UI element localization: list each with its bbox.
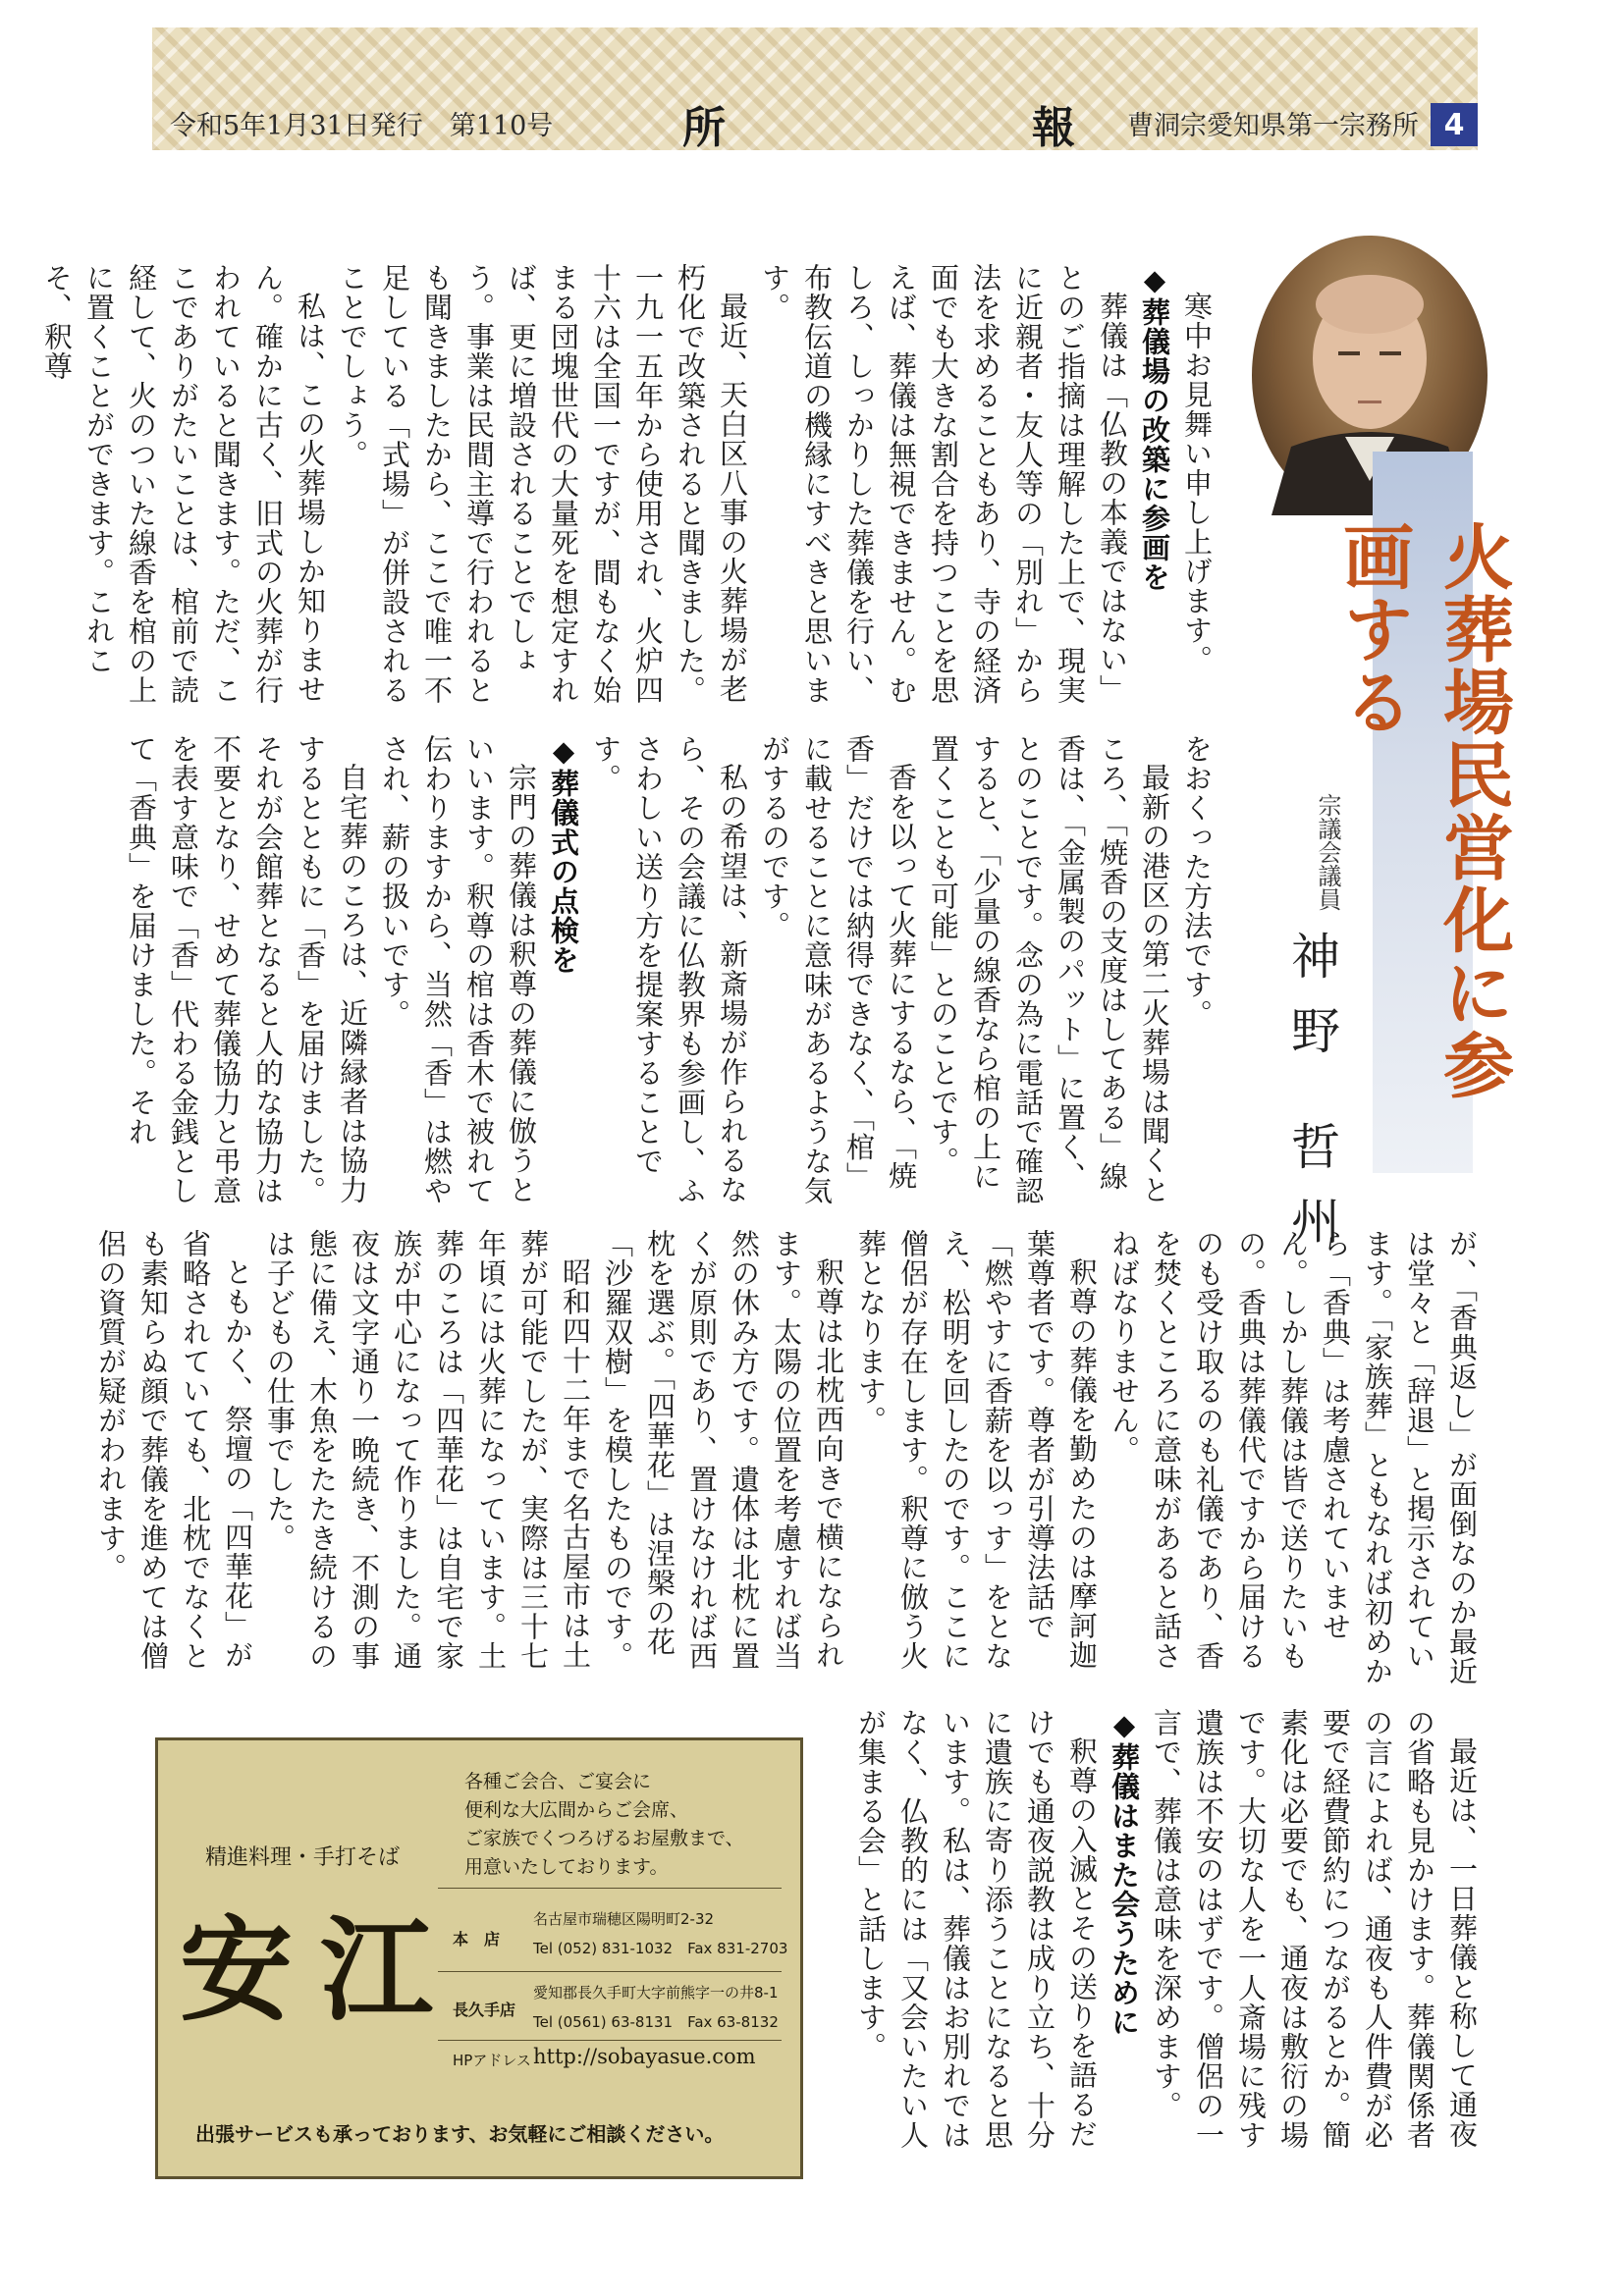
branch-address: 愛知郡長久手町大字前熊字一の井8-1 — [533, 1984, 779, 2002]
article-title: 火葬場民営化に参画する — [1331, 520, 1515, 1101]
ad-divider — [438, 2040, 782, 2041]
restaurant-logo: 安江 — [180, 1904, 461, 2037]
branch-label: 長久手店 — [453, 2001, 516, 2019]
article-paragraph: 宗門の葬儀は釈尊の葬儀に倣うといいます。釈尊の棺は香木で被れて伝わりますから、当然「香」は燃やされ、薪の扱いです。 — [378, 734, 538, 1205]
homepage-link[interactable]: http://sobayasue.com — [533, 2045, 756, 2068]
main-store-label: 本 店 — [453, 1930, 501, 1949]
ad-copy-line: ご家族でくつろげるお屋敷まで、 — [464, 1828, 744, 1849]
issue-date: 令和5年1月31日発行 第110号 — [170, 111, 554, 141]
article-paragraph: をおくった方法です。 — [1180, 734, 1214, 1029]
newsletter-title — [682, 92, 1075, 155]
restaurant-advertisement — [155, 1737, 803, 2179]
main-store-address: 名古屋市瑞穂区陽明町2-32 — [533, 1910, 715, 1928]
ad-divider — [438, 1971, 782, 1972]
ad-footer: 出張サービスも承っております、お気軽にご相談ください。 — [195, 2122, 725, 2146]
article-paragraph: 釈尊の葬儀を勤めたのは摩訶迦葉尊者です。尊者が引導法話で「燃やすに香薪を以っす」をとなえ、松明を回したのです。ここに僧侶が存在します。釈尊に倣う火葬となります。 — [854, 1229, 1099, 1671]
article-paragraph: 葬儀は「仏教の本義ではない」とのご指摘は理解した上で、現実に近親者・友人等の「別れ」から法を求めることもあり、寺の経済面でも大きな割合を持つことを思えば、葬儀は無視できません。むしろ、しっかりした葬儀を行い、布教伝道の機縁にすべきと思います。 — [758, 263, 1129, 705]
author-name: 神野 哲州 — [1283, 931, 1340, 1270]
article-paragraph: ともかく、祭壇の「四華花」が省略されていても、北枕でなくとも素知らぬ顔で葬儀を進めては僧侶の資質が疑がわれます。 — [94, 1229, 254, 1671]
article-paragraph: 自宅葬のころは、近隣縁者は協力するとともに「香」を届けました。それが会館葬となると人的な協力は不要となり、せめて葬儀協力と弔意を表す意味で「香」代わる金銭として「香典」を届けました。それ — [125, 734, 369, 1205]
article-block-1 — [40, 263, 1217, 720]
article-block-4 — [854, 1708, 1483, 2169]
section-heading: ◆葬儀場の改築に参画を — [1138, 263, 1171, 592]
article-paragraph: 最近は、一日葬儀と称して通夜の省略も見かけます。葬儀関係者の言によれば、通夜も人件費が必要で経費節約につながるとか。簡素化は必要でも、通夜は敷衍の場です。大切な人を一人斎場に残す遺族は不安のはずです。僧侶の一言で、葬儀は意味を深めます。 — [1150, 1708, 1479, 2150]
article-paragraph: 香を以って火葬にするなら、「焼香」だけでは納得できなく、「棺」に載せることに意味があるような気がするのです。 — [758, 734, 918, 1205]
section-heading: ◆葬儀はまた会うために — [1108, 1708, 1141, 2037]
article-paragraph: 釈尊の入滅とその送りを語るだけでも通夜説教は成り立ち、十分に遺族に寄り添うことになると思います。私は、葬儀はお別れではなく、仏教的には「又会いたい人が集まる会」と話します。 — [854, 1708, 1099, 2150]
section-heading: ◆葬儀式の点検を — [547, 734, 580, 975]
article-paragraph: 寒中お見舞い申し上げます。 — [1180, 292, 1214, 674]
ad-copy-line: 用意いたしております。 — [464, 1856, 669, 1878]
title-char: 報 — [1032, 102, 1075, 153]
article-paragraph: 最近、天白区八事の火葬場が老朽化で改築されると聞きました。一九一五年から使用され、火炉四十六は全国一ですが、間もなく始まる団塊世代の大量死を想定すれば、更に増設されることでしょう。事業は民間主導で行われるとも聞きましたから、ここで唯一不足している「式場」が併設されることでしょう。 — [336, 263, 749, 705]
ad-copy-line: 各種ご会合、ご宴会に — [464, 1771, 652, 1792]
article-block-3 — [94, 1229, 1483, 1690]
ad-tagline: 精進料理・手打そば — [205, 1845, 401, 1870]
author-role: 宗議会議員 — [1314, 793, 1341, 911]
article-paragraph: 私は、この火葬場しか知りません。確かに古く、旧式の火葬が行われていると聞きます。ただ、ここでありがたいことは、棺前で読経して、火のついた線香を棺の上に置くことができます。これこそ、釈尊 — [40, 263, 327, 705]
article-paragraph: 昭和四十二年まで名古屋市は土葬が可能でしたが、実際は三十七年頃には火葬になっています。土葬のころは「四華花」は自宅で家族が中心になって作りました。通夜は文字通り一晩続き、不測の事態に備え、木魚をたたき続けるのは子どもの仕事でした。 — [263, 1229, 592, 1671]
ad-copy — [464, 1768, 788, 1882]
article-paragraph: 私の希望は、新斎場が作られるなら、その会議に仏教界も参画し、ふさわしい送り方を提案することです。 — [589, 734, 749, 1205]
main-store-tel: Tel (052) 831-1032 Fax 831-2703 — [533, 1940, 788, 1957]
article-paragraph: 釈尊は北枕西向きで横になられます。太陽の位置を考慮すれば当然の休み方です。遺体は北枕に置くが原則であり、置けなければ西枕を選ぶ。「四華花」は涅槃の花「沙羅双樹」を模したものです。 — [601, 1229, 845, 1671]
ad-divider — [438, 1888, 782, 1889]
title-char: 所 — [682, 102, 726, 153]
branch-tel: Tel (0561) 63-8131 Fax 63-8132 — [533, 2013, 779, 2031]
article-paragraph: が、「香典返し」が面倒なのか最近は堂々と「辞退」と掲示されています。「家族葬」ともなれば初めから「香典」は考慮されていません。しかし葬儀は皆で送りたいもの。香典は葬儀代ですから届けるのも受け取るのも礼儀であり、香を焚くところに意味があると話さねばなりません。 — [1108, 1229, 1479, 1686]
page-number: 4 — [1431, 103, 1478, 146]
page-header — [152, 96, 1478, 153]
organization-name: 曹洞宗愛知県第一宗務所 — [1127, 111, 1419, 141]
article-block-2 — [125, 734, 1217, 1205]
ad-copy-line: 便利な大広間からご会席、 — [464, 1799, 689, 1821]
hp-label: HPアドレス — [453, 2052, 531, 2069]
article-paragraph: 最新の港区の第二火葬場は聞くところ、「焼香の支度はしてある」線香は、「金属製のパット」に置く、とのことです。念の為に電話で確認すると、「少量の線香なら棺の上に置くことも可能」とのことです。 — [927, 734, 1171, 1205]
